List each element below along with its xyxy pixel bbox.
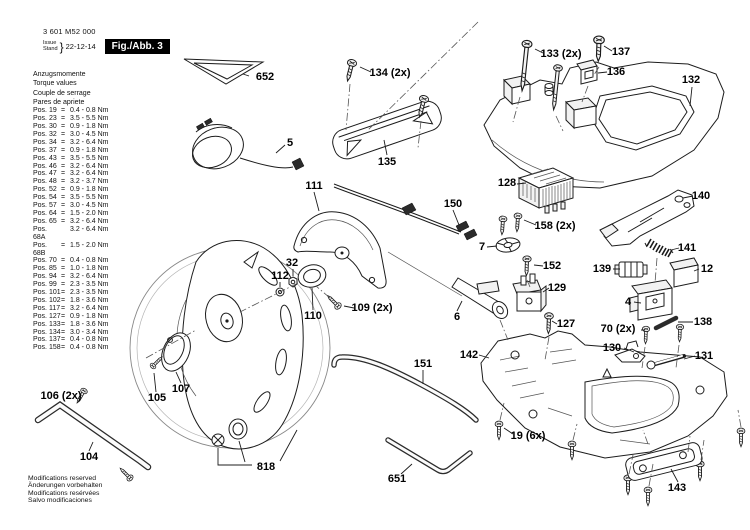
torque-equals: = [61, 154, 66, 162]
switch-4 [630, 280, 672, 320]
modification-note-line: Modifications reserved [28, 475, 96, 482]
stand-label: Stand [43, 45, 58, 52]
torque-equals: = [61, 273, 66, 281]
screw-127 [544, 313, 553, 334]
torque-pos: Pos. 158 [33, 344, 61, 352]
issue-label: Issue [43, 39, 57, 46]
part-label-143: 143 [667, 482, 687, 494]
torque-value: 0.9 - 1.8 Nm [70, 312, 109, 320]
torque-row [33, 336, 109, 344]
modification-note-line: Modifications resérvées [28, 489, 100, 497]
torque-pos: Pos. 32 [33, 130, 57, 138]
torque-row [33, 202, 109, 210]
torque-row [33, 281, 109, 289]
torque-pos: Pos. 54 [33, 194, 57, 202]
torque-pos: Pos. 30 [33, 123, 57, 130]
brace-glyph: } [59, 39, 64, 54]
torque-pos: Pos. 57 [33, 202, 57, 210]
torque-table-rows [33, 107, 109, 352]
torque-pos: Pos. 52 [33, 186, 57, 194]
torque-table-title [33, 70, 109, 107]
part-label-651: 651 [387, 473, 407, 485]
torque-equals: = [61, 265, 66, 273]
torque-value: 3.5 - 5.5 Nm [70, 115, 109, 123]
torque-table-title-line: Torque values [33, 80, 77, 88]
triangle-652 [184, 59, 263, 84]
torque-table [33, 70, 109, 352]
torque-equals: = [61, 146, 66, 154]
torque-value: 3.2 - 6.4 Nm [70, 170, 109, 178]
torque-pos: Pos. 101 [33, 289, 61, 297]
torque-pos: Pos. 85 [33, 265, 57, 273]
part-label-129: 129 [547, 282, 567, 294]
bracket-140 [600, 190, 694, 246]
ring-110 [296, 262, 329, 290]
torque-pos: Pos. 127 [33, 312, 61, 320]
torque-value: 0.4 - 0.8 Nm [70, 107, 109, 115]
torque-equals: = [61, 186, 66, 194]
screw-137 [593, 36, 604, 62]
modification-note-line: Salvo modificaciones [28, 496, 92, 504]
part-label-104: 104 [79, 451, 99, 463]
torque-value: 3.0 - 4.5 Nm [70, 202, 109, 210]
torque-value: 3.2 - 6.4 Nm [70, 217, 109, 225]
torque-value: 0.9 - 1.8 Nm [70, 123, 109, 130]
torque-row [33, 147, 109, 155]
torque-pos: Pos. 48 [33, 178, 57, 186]
torque-equals: = [61, 312, 66, 320]
part-label-138: 138 [693, 316, 713, 328]
torque-value: 0.9 - 1.8 Nm [70, 186, 109, 194]
torque-row [33, 273, 109, 281]
torque-equals: = [61, 241, 66, 249]
part-label-818: 818 [256, 461, 276, 473]
torque-equals: = [61, 138, 66, 146]
block-12 [670, 258, 698, 287]
torque-pos: Pos. 37 [33, 146, 57, 154]
rod-151 [334, 357, 476, 420]
part-label-110: 110 [304, 310, 322, 322]
torque-equals: = [61, 107, 66, 115]
figure-label: Fig./Abb. 3 [105, 39, 170, 54]
part-label-107: 107 [171, 383, 191, 395]
torque-pos: Pos. 70 [33, 257, 57, 265]
torque-pos: Pos. 34 [33, 138, 57, 146]
part-label-19-6x: 19 (6x) [510, 430, 546, 442]
torque-pos: Pos. 68B [33, 241, 48, 257]
torque-row [33, 123, 109, 131]
part-label-151: 151 [413, 358, 433, 370]
torque-row [33, 297, 109, 305]
torque-value: 0.4 - 0.8 Nm [70, 336, 109, 344]
torque-value: 1.8 - 3.6 Nm [70, 296, 109, 304]
part-label-652: 652 [255, 71, 275, 83]
torque-pos: Pos. 99 [33, 281, 57, 289]
torque-pos: Pos. 47 [33, 170, 57, 178]
part-label-130: 130 [602, 342, 622, 354]
torque-row [33, 321, 109, 329]
torque-equals [61, 226, 70, 242]
spring-141 [645, 239, 673, 257]
torque-table-title-line: Couple de serrage [33, 89, 91, 97]
part-label-5: 5 [286, 137, 294, 149]
torque-value: 1.0 - 1.8 Nm [70, 265, 109, 273]
torque-pos: Pos. 134 [33, 328, 61, 336]
part-label-7: 7 [478, 241, 486, 253]
torque-value: 2.3 - 3.5 Nm [70, 281, 109, 289]
part-label-135: 135 [377, 156, 397, 168]
torque-pos: Pos. 64 [33, 209, 57, 217]
pin-138 [656, 318, 676, 328]
torque-value: 3.2 - 6.4 Nm [70, 304, 109, 312]
torque-row [33, 131, 109, 139]
issue-date: 22-12-14 [65, 42, 96, 51]
torque-pos: Pos. 137 [33, 336, 61, 344]
part-label-12: 12 [700, 263, 714, 275]
torque-pos: Pos. 19 [33, 107, 57, 115]
cylinder-6 [452, 278, 511, 321]
torque-equals: = [61, 194, 66, 202]
torque-pos: Pos. 133 [33, 320, 61, 328]
rod-651 [388, 440, 470, 472]
torque-value: 3.2 - 3.7 Nm [70, 178, 109, 186]
grill-128 [519, 168, 573, 213]
torque-equals: = [61, 123, 66, 130]
part-label-141: 141 [677, 242, 697, 254]
torque-equals: = [61, 115, 66, 123]
part-139 [615, 262, 647, 277]
handle-135 [329, 98, 445, 163]
torque-pos: Pos. 94 [33, 273, 57, 281]
torque-value: 0.4 - 0.8 Nm [70, 257, 109, 265]
torque-value: 1.5 - 2.0 Nm [70, 209, 109, 217]
part-label-70-2x: 70 (2x) [600, 323, 636, 335]
torque-value: 2.3 - 3.5 Nm [70, 289, 109, 297]
part-label-112: 112 [271, 270, 289, 282]
part-label-106-2x: 106 (2x) [40, 390, 82, 402]
torque-row [33, 139, 109, 147]
torque-row [33, 289, 109, 297]
torque-value: 0.9 - 1.8 Nm [70, 146, 109, 154]
part-label-134-2x: 134 (2x) [369, 67, 411, 79]
switch-129 [513, 274, 546, 311]
torque-equals: = [61, 162, 66, 170]
part-label-137: 137 [611, 46, 631, 58]
part-label-6: 6 [453, 311, 461, 323]
torque-equals: = [61, 328, 66, 336]
torque-row [33, 265, 109, 273]
part-label-111: 111 [305, 180, 323, 192]
screw-152 [522, 256, 531, 276]
torque-equals: = [61, 320, 66, 328]
torque-row [33, 107, 109, 115]
part-label-133-2x: 133 (2x) [540, 48, 582, 60]
part-label-142: 142 [459, 349, 479, 361]
torque-equals: = [61, 217, 66, 225]
torque-pos: Pos. 117 [33, 304, 61, 312]
torque-equals: = [61, 289, 66, 297]
part-label-128: 128 [497, 177, 517, 189]
torque-equals: = [61, 257, 66, 265]
screws-158 [498, 213, 522, 235]
torque-table-title-line: Anzugsmomente [33, 71, 86, 78]
torque-value: 3.0 - 3.4 Nm [70, 328, 109, 336]
part-label-152: 152 [542, 260, 562, 272]
fan-7 [495, 236, 521, 253]
part-label-136: 136 [606, 66, 626, 78]
torque-equals: = [61, 170, 66, 178]
part-label-32: 32 [285, 257, 299, 269]
part-label-4: 4 [624, 296, 632, 308]
torque-row [33, 242, 109, 258]
part-label-139: 139 [592, 263, 612, 275]
modification-notes [28, 475, 102, 504]
torque-row [33, 313, 109, 321]
document-number: 3 601 M52 000 [43, 27, 96, 36]
torque-equals: = [61, 344, 66, 352]
torque-row [33, 178, 109, 186]
torque-pos: Pos. 43 [33, 154, 57, 162]
page-header [43, 27, 170, 54]
part-label-109-2x: 109 (2x) [351, 302, 393, 314]
torque-equals: = [61, 178, 66, 186]
torque-row [33, 344, 109, 352]
torque-row [33, 329, 109, 337]
torque-equals: = [61, 130, 66, 138]
torque-equals: = [61, 202, 66, 210]
torque-equals: = [61, 209, 66, 217]
torque-row [33, 257, 109, 265]
torque-value: 3.5 - 5.5 Nm [70, 154, 109, 162]
torque-value: 3.5 - 5.5 Nm [70, 194, 109, 202]
issue-row [43, 39, 170, 54]
torque-pos: Pos. 46 [33, 162, 57, 170]
torque-value: 1.5 - 2.0 Nm [70, 241, 109, 249]
torque-row [33, 115, 109, 123]
torque-row [33, 210, 109, 218]
torque-table-title-line: Pares de apriete [33, 98, 85, 106]
torque-row [33, 155, 109, 163]
torque-row [33, 186, 109, 194]
torque-equals: = [61, 296, 66, 304]
torque-value: 3.2 - 6.4 Nm [70, 138, 109, 146]
torque-value: 1.8 - 3.6 Nm [70, 320, 109, 328]
part-label-105: 105 [147, 392, 167, 404]
part-label-131: 131 [694, 350, 714, 362]
torque-value: 3.2 - 6.4 Nm [70, 273, 109, 281]
torque-value: 0.4 - 0.8 Nm [70, 344, 109, 352]
torque-row [33, 170, 109, 178]
torque-pos: Pos. 65 [33, 217, 57, 225]
torque-value: 3.0 - 4.5 Nm [70, 130, 109, 138]
part-label-127: 127 [556, 318, 576, 330]
torque-value: 3.2 - 6.4 Nm [70, 225, 109, 233]
part-label-158-2x: 158 (2x) [534, 220, 576, 232]
torque-equals: = [61, 281, 66, 289]
issue-stand-labels [43, 41, 58, 53]
torque-row [33, 218, 109, 226]
torque-row [33, 163, 109, 171]
torque-value: 3.2 - 6.4 Nm [70, 162, 109, 170]
part-label-140: 140 [691, 190, 711, 202]
part-label-150: 150 [443, 198, 463, 210]
torque-equals: = [61, 304, 66, 312]
torque-pos: Pos. 23 [33, 115, 57, 123]
torque-equals: = [61, 336, 66, 344]
torque-row [33, 226, 109, 242]
torque-pos: Pos. 102 [33, 296, 61, 304]
torque-row [33, 194, 109, 202]
part-label-132: 132 [681, 74, 701, 86]
torque-row [33, 305, 109, 313]
modification-note-line: Änderungen vorbehalten [28, 482, 103, 490]
torque-pos: Pos. 68A [33, 225, 48, 241]
